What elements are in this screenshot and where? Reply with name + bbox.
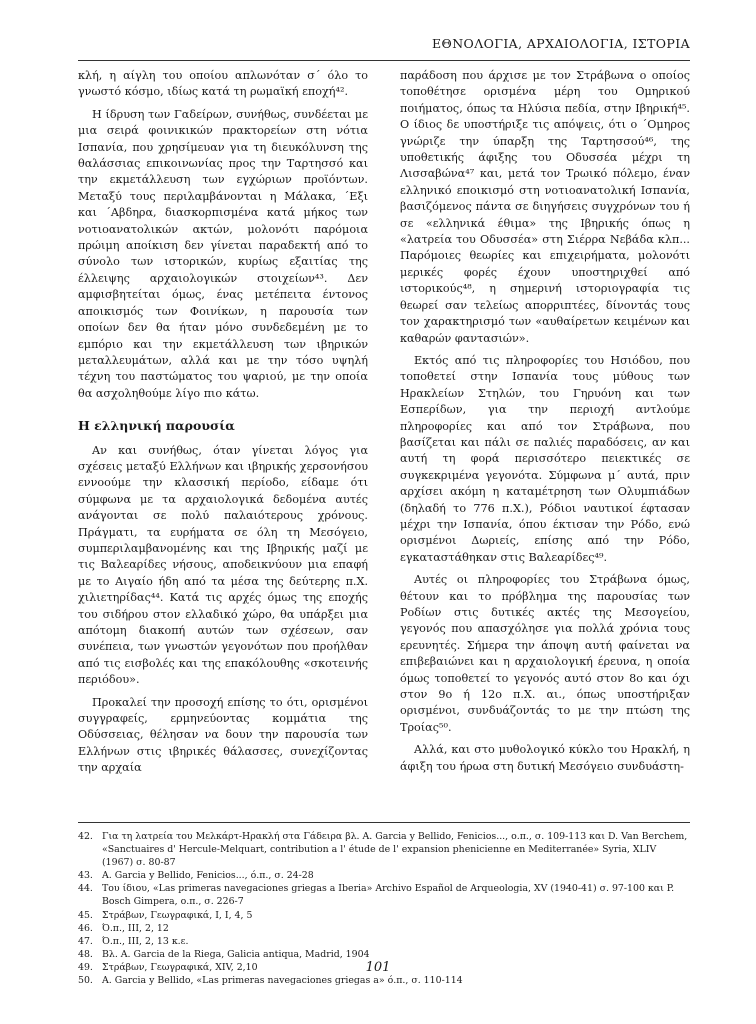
page-number: 101: [365, 960, 391, 975]
footnote: [78, 935, 690, 948]
footnote-number: 47.: [78, 935, 93, 947]
footnote-text: Στράβων, Γεωγραφικά, I, I, 4, 5: [102, 909, 253, 921]
paragraph: Αυτές οι πληροφορίες του Στράβωνα όμως, θέτουν και το πρόβλημα της παρουσίας των Ροδίων στις δυτικές ακτές της Μεσογείου, γεγονός που απασχόλησε για πολλά χρόνια τους ερευνητές. Σήμερα την άποψη αυτή φαίνεται να επιβεβαιώνει και η αρχαιολογική έρευνα, η οποία όμως τοποθετεί το γεγονός αυτό στον 8ο και όχι στον 9ο ή 12ο π.Χ. αι., όπως υποστήριξαν ορισμένοι, συνδυάζοντάς το με την πτώση της Τροίας⁵⁰.: [400, 573, 690, 734]
footnote-text: Βλ. A. Garcia de la Riega, Galicia antiqua, Madrid, 1904: [102, 948, 370, 960]
paragraph: Προκαλεί την προσοχή επίσης το ότι, ορισμένοι συγγραφείς, ερμηνεύοντας κομμάτια της Οδύσσειας, θέλησαν να δουν την παρουσία των Ελλήνων στις ιβηρικές θάλασσες, συνεχίζοντας την αρχαία: [78, 695, 368, 775]
right-column: [400, 68, 690, 775]
footnote-text: A. Garcia y Bellido, «Las primeras navegaciones griegas a» ό.π., σ. 110-114: [102, 975, 463, 987]
footnote: [78, 909, 690, 922]
footnote-number: 50.: [78, 975, 93, 987]
section-heading: Η ελληνική παρουσία: [78, 418, 235, 434]
footnote-text: Στράβων, Γεωγραφικά, XIV, 2,10: [102, 961, 258, 973]
paragraph: παράδοση που άρχισε με τον Στράβωνα ο οποίος τοποθέτησε ορισμένα μέρη του Ομηρικού ποιήματος, όπως τα Ηλύσια πεδία, στην Ιβηρική⁴⁵. Ο ίδιος δε υποστήριξε τις απόψεις, ότι ο ΄Ομηρος γνώριζε την ύπαρξη της Ταρτησσού⁴⁶, της υποθετικής άφιξης του Οδυσσέα μέχρι τη Λισσαβώνα⁴⁷ και, μετά τον Τρωικό πόλεμο, έναν ελληνικό εποικισμό στη νοτιοανατολική Ισπανία, βασιζόμενος πάντα σε διηγήσεις συγχρόνων του ή σε «ελληνικά έθιμα» της Ιβηρικής όπως η «λατρεία του Οδυσσέα» στη Σιέρρα Νεβάδα κλπ... Παρόμοιες θεωρίες και επιχειρήματα, μολονότι μερικές φορές έχουν υποστηριχθεί από ιστορικούς⁴⁸, η σημερινή ιστοριογραφία τις θεωρεί σαν τελείως απορριπτέες, δίνοντάς τους τον χαρακτηρισμό των «αυθαίρετων κειμένων και καθαρών φαντασιών».: [400, 69, 690, 345]
paragraph: Εκτός από τις πληροφορίες του Ησιόδου, που τοποθετεί στην Ισπανία τους μύθους των Ηρακλείων Στηλών, του Γηρυόνη και των Εσπερίδων, για την περιοχή αντλούμε πληροφορίες και από τον Στράβωνα, που βασίζεται και πάλι σε παλιές παραδόσεις, αν και αυτή τη φορά περισσότερο πειεκτικές σε συγκεκριμένα γεγονότα. Σύμφωνα μ΄ αυτά, πριν αρχίσει ακόμη η καταμέτρηση των Ολυμπιάδων (δηλαδή το 776 π.Χ.), Ρόδιοι ναυτικοί έφτασαν μέχρι την Ισπανία, όπου έκτισαν την Ρόδο, ενώ ορισμένοι Δωριείς, επίσης από την Ρόδο, εγκαταστάθηκαν στις Βαλεαρίδες⁴⁹.: [400, 353, 690, 564]
footnote: [78, 948, 690, 961]
footnote-number: 48.: [78, 948, 93, 960]
footnote: [78, 869, 690, 882]
left-column: [78, 68, 368, 777]
footnote-text: Ό.π., III, 2, 13 κ.ε.: [102, 935, 189, 947]
running-header: ΕΘΝΟΛΟΓΙΑ, ΑΡΧΑΙΟΛΟΓΙΑ, ΙΣΤΟΡΙΑ: [432, 36, 690, 51]
footnote-number: 49.: [78, 961, 93, 973]
footnote: [78, 974, 690, 987]
footnote-text: Ό.π., III, 2, 12: [102, 922, 169, 934]
footnote: [78, 882, 690, 908]
footnote-rule: [78, 822, 690, 823]
footnote-number: 44.: [78, 883, 93, 895]
paragraph: Αν και συνήθως, όταν γίνεται λόγος για σχέσεις μεταξύ Ελλήνων και ιβηρικής χερσονήσου εννοούμε την κλασσική περίοδο, είδαμε ότι σύμφωνα με τα αρχαιολογικά δεδομένα αυτές ανάγονται σε πολύ παλαιότερους χρόνους. Πράγματι, τα ευρήματα σε όλη τη Μεσόγειο, συμπεριλαμβανομένης και της Ιβηρικής μαζί με τις Βαλεαρίδες νήσους, αποδεικνύουν μια επαφή με το Αιγαίο ήδη από τα μέσα της δεύτερης π.Χ. χιλιετηρίδας⁴⁴. Κατά τις αρχές όμως της εποχής του σιδήρου στον ελλαδικό χώρο, θα υπάρξει μια απότομη διακοπή αυτών των σχέσεων, σαν συνέπεια, των γνωστών γεγονότων που προήλθαν από τις εισβολές και της επακόλουθης «σκοτεινής περιόδου».: [78, 443, 368, 687]
paragraph: κλή, η αίγλη του οποίου απλωνόταν σ΄ όλο το γνωστό κόσμο, ιδίως κατά τη ρωμαϊκή εποχή⁴².: [78, 69, 368, 99]
header-rule: [78, 60, 690, 61]
footnote-text: A. Garcia y Bellido, Fenicios..., ό.π., σ. 24-28: [102, 870, 314, 882]
footnote: [78, 830, 690, 869]
footnote: [78, 922, 690, 935]
footnote-number: 43.: [78, 870, 93, 882]
footnote-number: 42.: [78, 831, 93, 842]
footnote-number: 45.: [78, 909, 93, 921]
paragraph: Η ίδρυση των Γαδείρων, συνήθως, συνδέεται με μια σειρά φοινικικών πρακτορείων στη νότια Ισπανία, που χρησίμευαν για τη διευκόλυνση της θαλάσσιας επικοινωνίας προς την Ταρτησσό και την εκμετάλλευση των εγχώριων προϊόντων. Μεταξύ τους περιλαμβάνονται η Μάλακα, ΄Εξι και ΄Αβδηρα, διασκορπισμένα κατά μήκος των νοτιοανατολικών ακτών, μολονότι παρόμοια πρώιμη αποίκιση δεν γίνεται παραδεκτή από το σύνολο των ιστορικών, κυρίως εξαιτίας της έλλειψης αρχαιολογικών στοιχείων⁴³. Δεν αμφισβητείται όμως, ένας μετέπειτα έντονος αποικισμός των Φοινίκων, η παρουσία των οποίων δεν θα ήταν μόνο συνδεδεμένη με το εμπόριο και την εκμετάλλευση των ιβηρικών μεταλλευμάτων, αλλά και με την τόσο υψηλή τέχνη του παστώματος του ψαριού, με την οποία θα ασχοληθούμε λίγο πιο κάτω.: [78, 107, 368, 400]
footnote-text: Για τη λατρεία του Μελκάρτ-Ηρακλή στα Γάδειρα βλ. A. Garcia y Bellido, Fenicios..., ο.π., σ. 109-113 και D. Van Berchem, «Sanctuaires d' Hercule-Melquart, contribution a l' étude de l' expansion phenicienne en Mediterranée» Syria, XLIV (1967) σ. 80-87: [102, 831, 688, 869]
footnote-number: 46.: [78, 922, 93, 934]
footnote-text: Του ίδιου, «Las primeras navegaciones griegas a Iberia» Archivo Español de Arqueologia, XV (1940-41) σ. 97-100 και P. Bosch Gimpera, ο.π., σ. 226-7: [102, 883, 675, 908]
paragraph: Αλλά, και στο μυθολογικό κύκλο του Ηρακλή, η άφιξη του ήρωα στη δυτική Μεσόγειο συνδυάστη-: [400, 743, 690, 773]
